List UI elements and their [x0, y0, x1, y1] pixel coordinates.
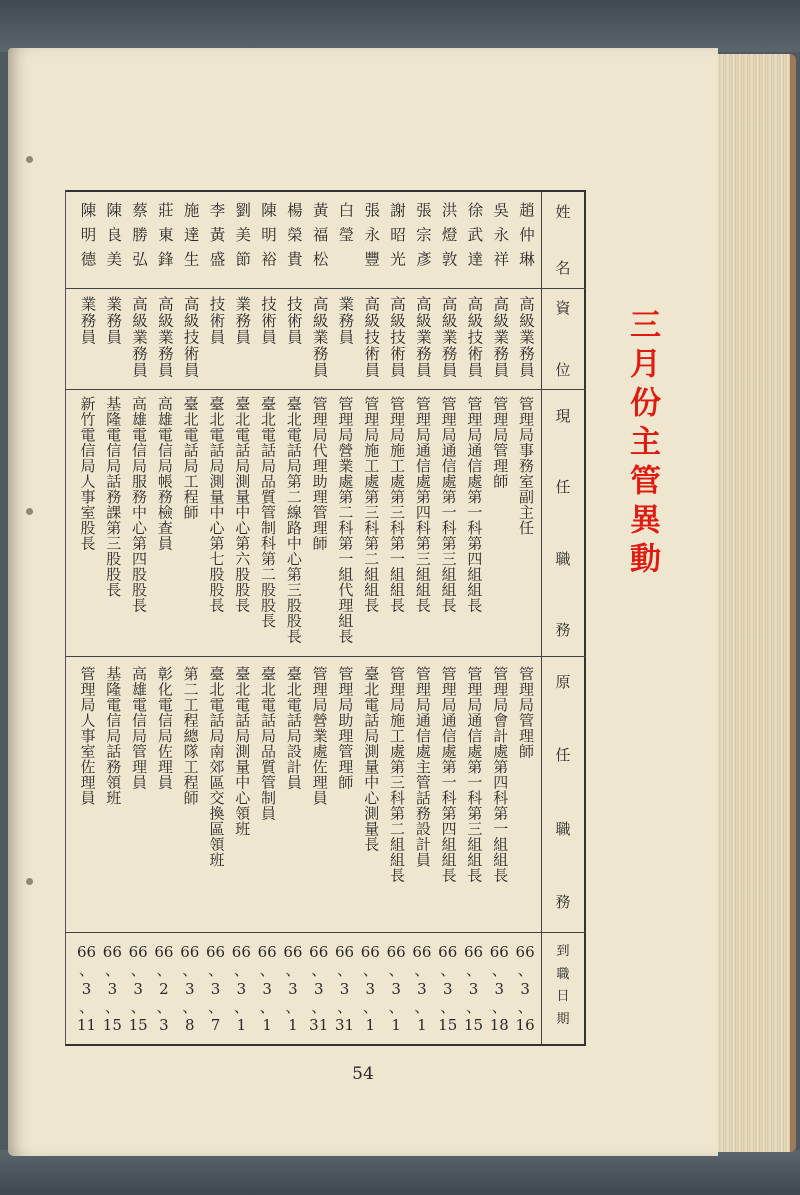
header-name: 姓 名	[555, 203, 571, 277]
date-cell: 66 、 3 、 15	[128, 944, 148, 1034]
rank-cell: 技術員	[259, 296, 278, 346]
header-duty: 現 任 職 務	[555, 407, 571, 639]
previous-duty-cell: 管理局通信處第一科第四組組長	[439, 666, 458, 883]
rank-cell: 高級業務員	[413, 296, 432, 379]
name-cell: 劉美節	[233, 202, 252, 276]
header-previous: 原 任 職 務	[555, 673, 571, 911]
previous-duty-cell: 臺北電話局南郊區交換區領班	[207, 666, 226, 868]
previous-duty-cell: 管理局助理管理師	[336, 666, 355, 790]
rank-cell: 高級技術員	[181, 296, 200, 379]
previous-duty-cell: 高雄電信局管理員	[130, 666, 149, 790]
current-duty-cell: 管理局事務室副主任	[517, 396, 535, 536]
current-duty-cell: 基隆電信局話務課第三股股長	[104, 396, 123, 598]
rank-cell: 業務員	[78, 296, 97, 346]
table-right-border	[584, 192, 586, 1044]
rank-cell: 高級業務員	[517, 296, 535, 379]
rank-cell: 高級業務員	[130, 296, 149, 379]
current-duty-cell: 管理局通信處第四科第三組組長	[413, 396, 432, 613]
previous-duty-cell: 管理局通信處主管話務設計員	[413, 666, 432, 868]
names-column	[70, 202, 538, 284]
header-divider	[541, 192, 542, 1044]
name-cell: 楊榮貴	[284, 202, 303, 276]
date-cell: 66 、 3 、 1	[257, 944, 277, 1034]
name-cell: 謝昭光	[388, 202, 407, 276]
previous-duty-cell: 彰化電信局佐理員	[155, 666, 174, 790]
date-cell: 66 、 3 、 1	[360, 944, 380, 1034]
previous-duty-cell: 第二工程總隊工程師	[181, 666, 200, 806]
previous-duty-cell: 臺北電話局品質管制員	[259, 666, 278, 821]
current-duty-cell: 高雄電信局服務中心第四股股長	[130, 396, 149, 613]
binding-hole	[26, 878, 33, 885]
current-duty-cell: 管理局管理師	[491, 396, 510, 489]
current-duty-cell: 管理局通信處第一科第三組組長	[439, 396, 458, 613]
previous-duty-cell: 臺北電話局測量中心領班	[233, 666, 252, 837]
current-duty-cell: 管理局施工處第三科第一組組長	[388, 396, 407, 613]
date-cell: 66 、 3 、 8	[180, 944, 200, 1034]
page-title: 三月份主管異動	[624, 308, 660, 581]
name-cell: 莊東鋒	[155, 202, 174, 276]
current-duty-cell: 管理局通信處第一科第四組組長	[465, 396, 484, 613]
date-cell: 66 、 3 、 15	[102, 944, 122, 1034]
rank-cell: 高級業務員	[491, 296, 510, 379]
book-cover-top	[0, 0, 800, 52]
date-cell: 66 、 3 、 11	[77, 944, 97, 1034]
current-duty-cell: 管理局代理助理管理師	[310, 396, 329, 551]
current-duty-cell: 管理局施工處第三科第二組組長	[362, 396, 381, 613]
name-cell: 張宗彥	[413, 202, 432, 276]
row-divider	[66, 389, 586, 390]
binding-hole	[26, 156, 33, 163]
date-cell: 66 、 3 、 7	[205, 944, 226, 1034]
current-duty-cell: 臺北電話局品質管制科第二股股長	[259, 396, 278, 629]
name-cell: 張永豐	[362, 202, 381, 276]
rank-cell: 高級業務員	[439, 296, 458, 379]
previous-duty-cell: 管理局營業處佐理員	[310, 666, 329, 806]
previous-duty-cell: 臺北電話局測量中心測量長	[362, 666, 381, 852]
name-cell: 李黃盛	[207, 202, 226, 276]
date-cell: 66 、 3 、 15	[463, 944, 484, 1034]
ranks-column	[70, 296, 538, 386]
header-rank: 資 位	[555, 299, 571, 379]
rank-cell: 高級業務員	[155, 296, 174, 379]
name-cell: 陳良美	[104, 202, 123, 276]
current-duty-cell: 管理局營業處第二科第一組代理組長	[336, 396, 355, 644]
rank-cell: 業務員	[233, 296, 252, 346]
date-cell: 66 、 3 、 16	[515, 944, 535, 1034]
name-cell: 吳永祥	[491, 202, 510, 276]
rank-cell: 技術員	[207, 296, 226, 346]
previous-duty-cell: 管理局施工處第三科第二組組長	[388, 666, 407, 883]
date-cell: 66 、 3 、 1	[231, 944, 251, 1034]
previous-duty-column	[70, 666, 538, 928]
date-cell: 66 、 3 、 15	[438, 944, 458, 1034]
name-cell: 陳明德	[78, 202, 97, 276]
current-duty-cell: 臺北電話局第二線路中心第三股股長	[284, 396, 303, 644]
rank-cell: 業務員	[104, 296, 123, 346]
name-cell: 施達生	[181, 202, 200, 276]
row-divider	[66, 288, 586, 289]
page-number: 54	[352, 1064, 374, 1084]
page-edges	[712, 54, 796, 1152]
previous-duty-cell: 臺北電話局設計員	[284, 666, 303, 790]
current-duty-cell: 臺北電話局測量中心第七股股長	[207, 396, 226, 613]
previous-duty-cell: 基隆電信局話務領班	[104, 666, 123, 806]
rank-cell: 高級業務員	[310, 296, 329, 379]
current-duty-cell: 新竹電信局人事室股長	[78, 396, 97, 551]
current-duty-column	[70, 396, 538, 652]
dates-column	[70, 944, 538, 1034]
header-date: 到 職 日 期	[556, 944, 570, 1027]
book-cover-bottom	[0, 1150, 800, 1195]
name-cell: 洪燈敦	[439, 202, 458, 276]
row-divider	[66, 656, 586, 657]
previous-duty-cell: 管理局人事室佐理員	[78, 666, 97, 806]
previous-duty-cell: 管理局管理師	[517, 666, 535, 759]
binding-hole	[26, 508, 33, 515]
date-cell: 66 、 3 、 18	[489, 944, 509, 1034]
date-cell: 66 、 3 、 31	[334, 944, 355, 1034]
name-cell: 蔡勝弘	[130, 202, 149, 276]
date-cell: 66 、 3 、 1	[386, 944, 406, 1034]
current-duty-cell: 高雄電信局帳務檢查員	[155, 396, 174, 551]
personnel-table	[65, 190, 586, 1046]
name-cell: 趙仲琳	[517, 202, 535, 276]
date-cell: 66 、 3 、 1	[283, 944, 303, 1034]
rank-cell: 高級技術員	[465, 296, 484, 379]
row-divider	[66, 932, 586, 933]
name-cell: 黃福松	[310, 202, 329, 276]
rank-cell: 技術員	[284, 296, 303, 346]
name-cell: 徐武達	[465, 202, 484, 276]
current-duty-cell: 臺北電話局測量中心第六股股長	[233, 396, 252, 613]
date-cell: 66 、 3 、 1	[412, 944, 432, 1034]
previous-duty-cell: 管理局通信處第一科第三組組長	[465, 666, 484, 883]
name-cell: 陳明裕	[259, 202, 278, 276]
current-duty-cell: 臺北電話局工程師	[181, 396, 200, 520]
date-cell: 66 、 2 、 3	[154, 944, 174, 1034]
date-cell: 66 、 3 、 31	[309, 944, 329, 1034]
rank-cell: 業務員	[336, 296, 355, 346]
rank-cell: 高級技術員	[388, 296, 407, 379]
name-cell: 白瑩	[336, 202, 355, 251]
previous-duty-cell: 管理局會計處第四科第一組組長	[491, 666, 510, 883]
rank-cell: 高級技術員	[362, 296, 381, 379]
